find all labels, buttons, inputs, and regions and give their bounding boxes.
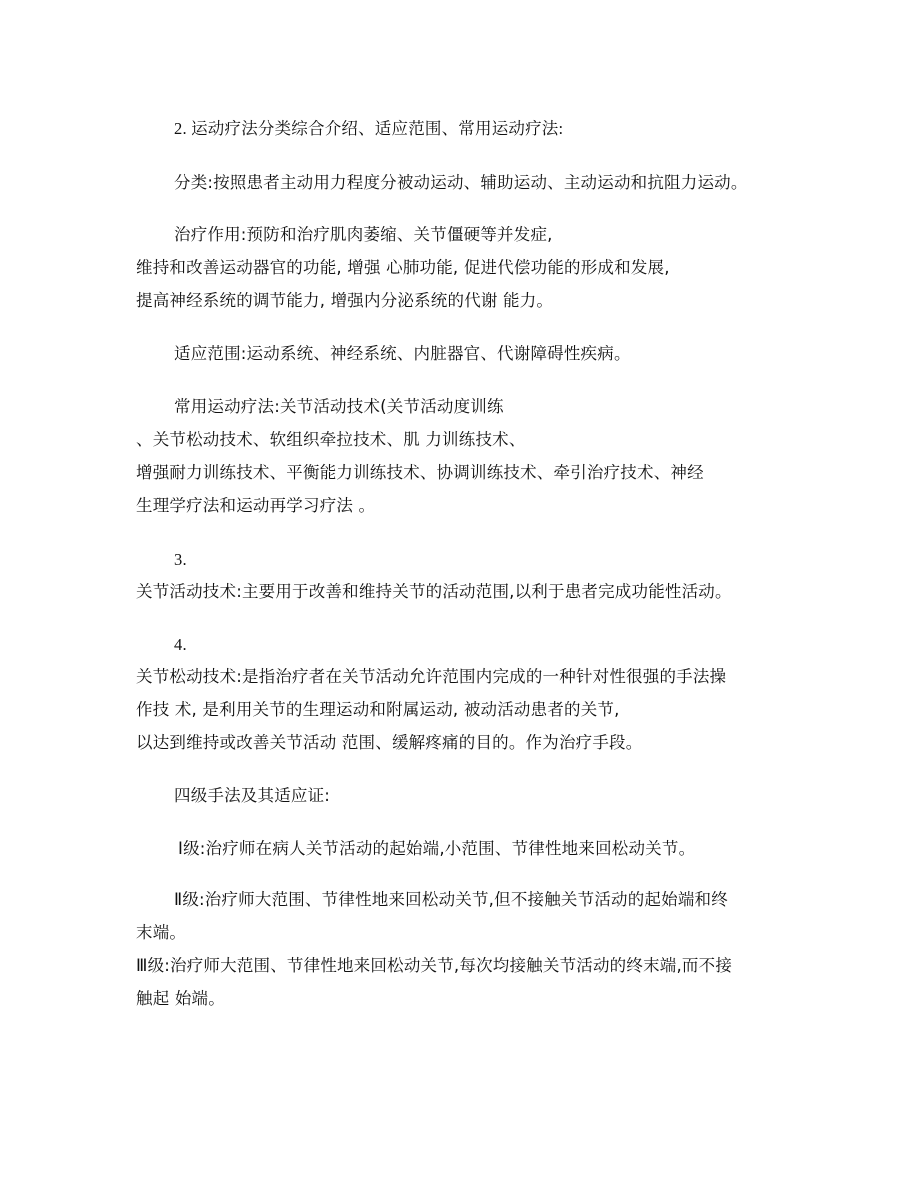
- section-2-heading: 2. 运动疗法分类综合介绍、适应范围、常用运动疗法:: [174, 119, 564, 138]
- indication-line: 适应范围:运动系统、神经系统、内脏器官、代谢障碍性疾病。: [174, 344, 631, 363]
- common-therapy-line-2: 、关节松动技术、软组织牵拉技术、肌 力训练技术、: [136, 430, 526, 449]
- treatment-effect-line-1: 治疗作用:预防和治疗肌肉萎缩、关节僵硬等并发症,: [174, 225, 553, 244]
- four-grade-heading: 四级手法及其适应证:: [174, 786, 331, 805]
- grade-3-line-2: 触起 始端。: [136, 989, 225, 1008]
- treatment-effect-line-3: 提高神经系统的调节能力, 增强内分泌系统的代谢 能力。: [136, 291, 554, 310]
- common-therapy-line-3: 增强耐力训练技术、平衡能力训练技术、协调训练技术、牵引治疗技术、神经: [136, 463, 704, 482]
- section-4-text-1: 关节松动技术:是指治疗者在关节活动允许范围内完成的一种针对性很强的手法操: [136, 667, 727, 686]
- treatment-effect-line-2: 维持和改善运动器官的功能, 增强 心肺功能, 促进代偿功能的形成和发展,: [136, 258, 670, 277]
- grade-2-line-1: Ⅱ级:治疗师大范围、节律性地来回松动关节,但不接触关节活动的起始端和终: [174, 890, 728, 909]
- section-4-number: 4.: [174, 635, 187, 654]
- section-3-text: 关节活动技术:主要用于改善和维持关节的活动范围,以利于患者完成功能性活动。: [136, 582, 732, 601]
- section-4-text-2: 作技 术, 是利用关节的生理运动和附属运动, 被动活动患者的关节,: [136, 700, 620, 719]
- grade-1-line: Ⅰ级:治疗师在病人关节活动的起始端,小范围、节律性地来回松动关节。: [178, 839, 696, 858]
- grade-3-line-1: Ⅲ级:治疗师大范围、节律性地来回松动关节,每次均接触关节活动的终末端,而不接: [136, 956, 733, 975]
- section-3-number: 3.: [174, 550, 187, 569]
- common-therapy-line-1: 常用运动疗法:关节活动技术(关节活动度训练: [174, 397, 504, 416]
- classification-line: 分类:按照患者主动用力程度分被动运动、辅助运动、主动运动和抗阻力运动。: [174, 173, 748, 192]
- grade-2-line-2: 末端。: [136, 923, 187, 942]
- common-therapy-line-4: 生理学疗法和运动再学习疗法 。: [136, 496, 376, 515]
- section-4-text-3: 以达到维持或改善关节活动 范围、缓解疼痛的目的。作为治疗手段。: [136, 733, 643, 752]
